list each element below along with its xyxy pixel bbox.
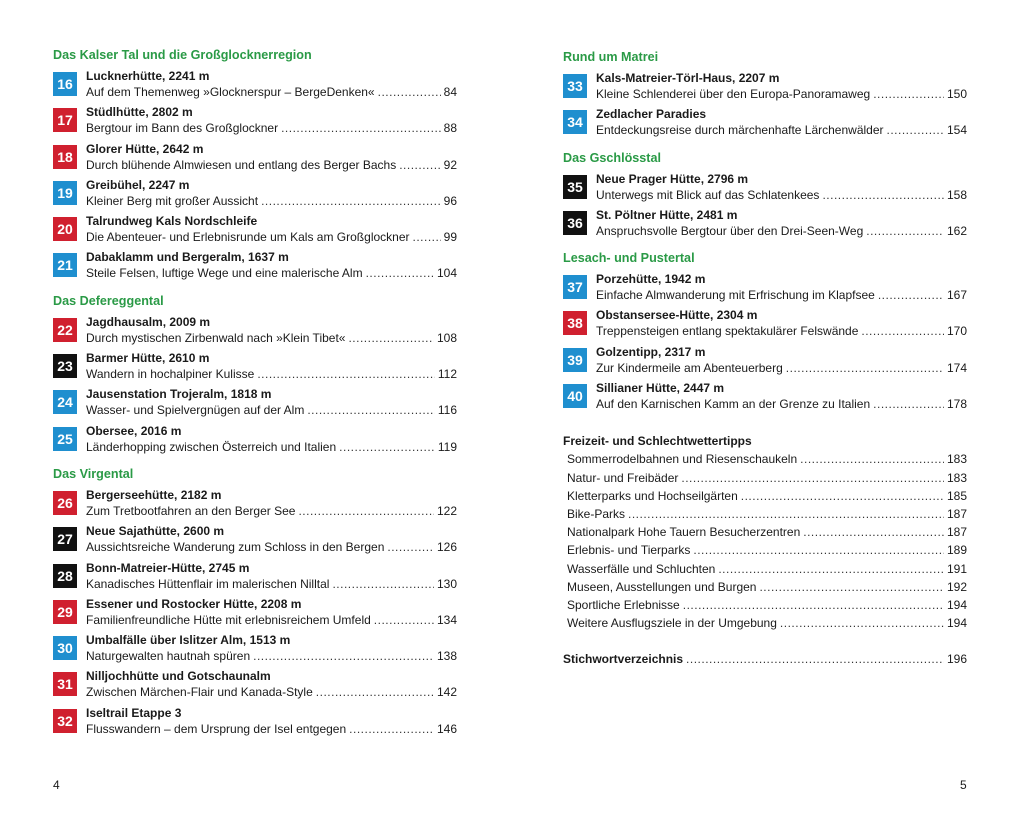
tour-number-badge: 21 (53, 253, 77, 277)
tour-description: Einfache Almwanderung mit Erfrischung im Klapfsee (596, 288, 875, 303)
toc-entry-35[interactable] (563, 171, 967, 207)
section-heading: Das Virgental (53, 466, 134, 481)
tour-description: Zum Tretbootfahren an den Berger See (86, 503, 296, 518)
page-ref: 112 (437, 367, 457, 382)
page-ref: 142 (436, 685, 457, 700)
page-ref: 119 (437, 439, 457, 454)
dot-leader (399, 158, 440, 172)
dot-leader (866, 224, 944, 238)
tour-description-line (596, 324, 967, 338)
tip-entry[interactable] (563, 614, 967, 632)
tour-title: Lucknerhütte, 2241 m (86, 69, 210, 83)
toc-entry-16[interactable] (53, 68, 457, 104)
toc-entry-23[interactable] (53, 350, 457, 386)
tip-entry[interactable] (563, 578, 967, 596)
toc-entry-34[interactable] (563, 106, 967, 142)
tour-description-line (596, 87, 967, 101)
tour-description: Durch blühende Almwiesen und entlang des Berger Bachs (86, 157, 397, 172)
tour-description: Treppensteigen entlang spektakulärer Felswände (596, 324, 859, 339)
dot-leader (803, 523, 944, 541)
toc-entry-26[interactable] (53, 487, 457, 523)
tour-description-line (86, 440, 457, 454)
tip-label: Kletterparks und Hochseilgärten (567, 488, 738, 503)
dot-leader (786, 361, 944, 375)
tour-number-badge: 26 (53, 491, 77, 515)
tour-number-badge: 34 (563, 110, 587, 134)
tour-title: Obersee, 2016 m (86, 423, 182, 438)
tip-entry[interactable] (563, 596, 967, 614)
page-ref: 185 (946, 488, 967, 503)
dot-leader (281, 121, 441, 135)
tip-label: Weitere Ausflugsziele in der Umgebung (567, 616, 777, 631)
tour-title: Bergerseehütte, 2182 m (86, 487, 222, 502)
tour-description-line (596, 123, 967, 137)
tour-description: Anspruchsvolle Bergtour über den Drei-Seen-Weg (596, 223, 864, 238)
page-ref: 154 (946, 123, 967, 138)
tour-description: Zwischen Märchen-Flair und Kanada-Style (86, 685, 313, 700)
dot-leader (307, 403, 435, 417)
tour-description: Durch mystischen Zirbenwald nach »Klein Tibet« (86, 330, 346, 345)
tour-title: Greibühel, 2247 m (86, 177, 190, 192)
tour-number-badge: 33 (563, 74, 587, 98)
tour-title: Kals-Matreier-Törl-Haus, 2207 m (596, 71, 780, 85)
dot-leader (366, 266, 434, 280)
page-ref: 146 (436, 721, 457, 736)
tour-number-badge: 27 (53, 527, 77, 551)
toc-entry-18[interactable] (53, 141, 457, 177)
tour-number-badge: 25 (53, 427, 77, 451)
tour-description-line (86, 685, 457, 699)
tour-number-badge: 28 (53, 564, 77, 588)
tour-number-badge: 32 (53, 709, 77, 733)
section-heading: Lesach- und Pustertal (563, 251, 695, 266)
tour-number-badge: 19 (53, 181, 77, 205)
dot-leader (348, 331, 434, 345)
tip-label: Wasserfälle und Schluchten (567, 561, 716, 576)
page-ref: 189 (946, 543, 967, 558)
page-ref: 187 (946, 506, 967, 521)
page-ref: 92 (443, 157, 457, 172)
page-ref: 178 (946, 397, 967, 412)
page-ref: 174 (946, 360, 967, 375)
page-ref: 162 (946, 223, 967, 238)
page-ref: 191 (946, 561, 967, 576)
section-heading: Rund um Matrei (563, 50, 659, 64)
dot-leader (253, 649, 434, 663)
tour-title: Jausenstation Trojeralm, 1818 m (86, 387, 272, 402)
page-ref: 150 (946, 87, 967, 101)
tip-entry[interactable] (563, 450, 967, 468)
dot-leader (681, 469, 944, 487)
tip-label: Nationalpark Hohe Tauern Besucherzentren (567, 525, 801, 540)
toc-entry-31[interactable] (53, 668, 457, 704)
tour-description-line (86, 540, 457, 554)
section-heading: Das Defereggental (53, 293, 164, 308)
page-ref: 183 (946, 452, 967, 467)
tour-description-line (596, 397, 967, 411)
tour-number-badge: 37 (563, 275, 587, 299)
tip-label: Natur- und Freibäder (567, 470, 679, 485)
tour-description: Kleiner Berg mit großer Aussicht (86, 193, 259, 208)
tour-number-badge: 39 (563, 348, 587, 372)
tip-label: Sportliche Erlebnisse (567, 597, 680, 612)
tour-description: Auf dem Themenweg »Glocknerspur – BergeDenken« (86, 85, 375, 99)
toc-entry-30[interactable] (53, 632, 457, 668)
page-ref: 122 (436, 503, 457, 518)
tip-label: Bike-Parks (567, 506, 626, 521)
tour-description-line (86, 230, 457, 244)
tour-description: Unterwegs mit Blick auf das Schlatenkees (596, 187, 820, 202)
toc-entry-20[interactable] (53, 213, 457, 249)
tour-description: Entdeckungsreise durch märchenhafte Lärchenwälder (596, 123, 884, 138)
tour-title: St. Pöltner Hütte, 2481 m (596, 207, 738, 222)
index-label: Stichwortverzeichnis (563, 652, 684, 667)
page-ref: 192 (946, 579, 967, 594)
tour-title: Neue Prager Hütte, 2796 m (596, 171, 749, 186)
dot-leader (298, 504, 434, 518)
index-entry[interactable] (563, 650, 967, 668)
dot-leader (339, 440, 435, 454)
tour-description-line (596, 188, 967, 202)
page-ref: 158 (946, 187, 967, 202)
dot-leader (873, 87, 944, 101)
dot-leader (683, 596, 944, 614)
page-ref: 116 (437, 403, 457, 418)
tour-description-line (86, 367, 457, 381)
tour-title: Talrundweg Kals Nordschleife (86, 214, 258, 229)
page-ref: 108 (436, 330, 457, 345)
toc-entry-22[interactable] (53, 314, 457, 350)
dot-leader (378, 85, 441, 99)
tour-description-line (596, 288, 967, 302)
dot-leader (693, 541, 944, 559)
page-ref: 194 (946, 616, 967, 631)
tour-description-line (86, 85, 457, 99)
tour-title: Barmer Hütte, 2610 m (86, 351, 210, 366)
page-ref: 194 (946, 597, 967, 612)
page-ref: 138 (436, 649, 457, 664)
section-heading: Das Gschlösstal (563, 150, 661, 165)
tour-title: Bonn-Matreier-Hütte, 2745 m (86, 560, 250, 575)
dot-leader (628, 505, 944, 523)
tour-number-badge: 17 (53, 108, 77, 132)
tour-description-line (86, 194, 457, 208)
tour-number-badge: 22 (53, 318, 77, 342)
tour-number-badge: 40 (563, 384, 587, 408)
tour-number-badge: 30 (53, 636, 77, 660)
tour-number-badge: 29 (53, 600, 77, 624)
tip-entry[interactable] (563, 523, 967, 541)
dot-leader (800, 450, 944, 468)
tour-description: Wasser- und Spielvergnügen auf der Alm (86, 403, 305, 418)
tour-description: Die Abenteuer- und Erlebnisrunde um Kals am Großglockner (86, 230, 410, 245)
tour-title: Umbalfälle über Islitzer Alm, 1513 m (86, 633, 291, 648)
section-heading: Das Kalser Tal und die Großglocknerregion (53, 48, 312, 62)
dot-leader (887, 123, 944, 137)
tip-label: Museen, Ausstellungen und Burgen (567, 579, 757, 594)
dot-leader (878, 288, 944, 302)
tip-entry[interactable] (563, 541, 967, 559)
toc-entry-21[interactable] (53, 249, 457, 285)
left-column (53, 42, 457, 741)
page-ref: 130 (436, 576, 457, 591)
toc-entry-39[interactable] (563, 344, 967, 380)
page-ref: 183 (946, 470, 967, 485)
tips-heading: Freizeit- und Schlechtwettertipps (563, 434, 752, 449)
dot-leader (349, 722, 434, 736)
dot-leader (718, 560, 944, 578)
tour-title: Porzehütte, 1942 m (596, 272, 706, 287)
toc-entry-27[interactable] (53, 523, 457, 559)
tour-description-line (86, 504, 457, 518)
tour-description-line (86, 158, 457, 172)
tour-number-badge: 24 (53, 390, 77, 414)
tour-title: Essener und Rostocker Hütte, 2208 m (86, 596, 302, 611)
tour-description-line (86, 722, 457, 736)
toc-entry-24[interactable] (53, 386, 457, 422)
dot-leader (413, 230, 441, 244)
right-column (563, 42, 967, 668)
page-ref: 96 (443, 193, 457, 208)
tour-description-line (86, 403, 457, 417)
tip-label: Sommerrodelbahnen und Riesenschaukeln (567, 452, 798, 467)
tour-title: Dabaklamm und Bergeralm, 1637 m (86, 250, 289, 265)
tour-title: Zedlacher Paradies (596, 107, 707, 122)
toc-entry-33[interactable] (563, 70, 967, 106)
dot-leader (374, 613, 434, 627)
dot-leader (261, 194, 441, 208)
tour-description-line (86, 649, 457, 663)
tour-description: Aussichtsreiche Wanderung zum Schloss in den Bergen (86, 540, 385, 555)
tour-description: Kleine Schlenderei über den Europa-Panoramaweg (596, 87, 871, 101)
tour-description: Bergtour im Bann des Großglockner (86, 121, 279, 136)
tour-description-line (86, 577, 457, 591)
tip-entry[interactable] (563, 469, 967, 487)
page-ref: 170 (946, 324, 967, 339)
tour-title: Stüdlhütte, 2802 m (86, 105, 193, 120)
tip-entry[interactable] (563, 505, 967, 523)
tour-title: Jagdhausalm, 2009 m (86, 314, 211, 329)
tour-description: Länderhopping zwischen Österreich und Italien (86, 439, 337, 454)
dot-leader (861, 324, 944, 338)
page-ref: 99 (443, 230, 457, 245)
dot-leader (257, 367, 435, 381)
toc-entry-37[interactable] (563, 271, 967, 307)
page-ref: 84 (443, 85, 457, 99)
tour-description: Wandern in hochalpiner Kulisse (86, 367, 255, 382)
dot-leader (873, 397, 944, 411)
page-ref: 104 (436, 266, 457, 281)
page-number-right: 5 (960, 778, 967, 792)
tour-description: Kanadisches Hüttenflair im malerischen Nilltal (86, 576, 330, 591)
toc-entry-32[interactable] (53, 705, 457, 741)
dot-leader (387, 540, 434, 554)
toc-entry-40[interactable] (563, 380, 967, 416)
tour-number-badge: 16 (53, 72, 77, 96)
toc-entry-29[interactable] (53, 596, 457, 632)
tour-number-badge: 23 (53, 354, 77, 378)
tour-description-line (596, 361, 967, 375)
tour-description-line (86, 266, 457, 280)
tour-title: Neue Sajathütte, 2600 m (86, 524, 225, 539)
dot-leader (741, 487, 944, 505)
page-ref: 88 (443, 121, 457, 136)
tour-description: Steile Felsen, luftige Wege und eine malerische Alm (86, 266, 363, 281)
toc-entry-38[interactable] (563, 307, 967, 343)
tour-title: Iseltrail Etappe 3 (86, 705, 182, 720)
page-ref: 196 (946, 652, 967, 667)
page-ref: 134 (436, 612, 457, 627)
tour-number-badge: 35 (563, 175, 587, 199)
tour-description-line (86, 331, 457, 345)
tour-description: Zur Kindermeile am Abenteuerberg (596, 360, 783, 375)
tour-description: Naturgewalten hautnah spüren (86, 649, 251, 664)
page-ref: 126 (436, 540, 457, 555)
page-number-left: 4 (53, 778, 60, 792)
dot-leader (759, 578, 944, 596)
tour-title: Nilljochhütte und Gotschaunalm (86, 669, 271, 684)
tour-title: Obstansersee-Hütte, 2304 m (596, 308, 758, 323)
tip-entry[interactable] (563, 560, 967, 578)
dot-leader (316, 685, 434, 699)
toc-entry-25[interactable] (53, 423, 457, 459)
dot-leader (332, 577, 434, 591)
dot-leader (822, 188, 944, 202)
tip-label: Erlebnis- und Tierparks (567, 543, 691, 558)
tour-description: Auf den Karnischen Kamm an der Grenze zu Italien (596, 397, 871, 412)
dot-leader (780, 614, 944, 632)
tour-title: Sillianer Hütte, 2447 m (596, 381, 725, 396)
toc-entry-28[interactable] (53, 560, 457, 596)
tour-number-badge: 31 (53, 672, 77, 696)
tour-description-line (86, 613, 457, 627)
tour-number-badge: 20 (53, 217, 77, 241)
tour-title: Golzentipp, 2317 m (596, 344, 706, 359)
tour-number-badge: 38 (563, 311, 587, 335)
dot-leader (686, 650, 944, 668)
tour-number-badge: 18 (53, 145, 77, 169)
toc-entry-17[interactable] (53, 104, 457, 140)
tour-description: Familienfreundliche Hütte mit erlebnisreichem Umfeld (86, 612, 371, 627)
page-ref: 187 (946, 525, 967, 540)
tour-number-badge: 36 (563, 211, 587, 235)
tour-description-line (596, 224, 967, 238)
tip-entry[interactable] (563, 487, 967, 505)
tour-description: Flusswandern – dem Ursprung der Isel entgegen (86, 721, 347, 736)
tour-description-line (86, 121, 457, 135)
toc-entry-19[interactable] (53, 177, 457, 213)
page-ref: 167 (946, 288, 967, 303)
tour-title: Glorer Hütte, 2642 m (86, 141, 204, 156)
toc-entry-36[interactable] (563, 207, 967, 243)
